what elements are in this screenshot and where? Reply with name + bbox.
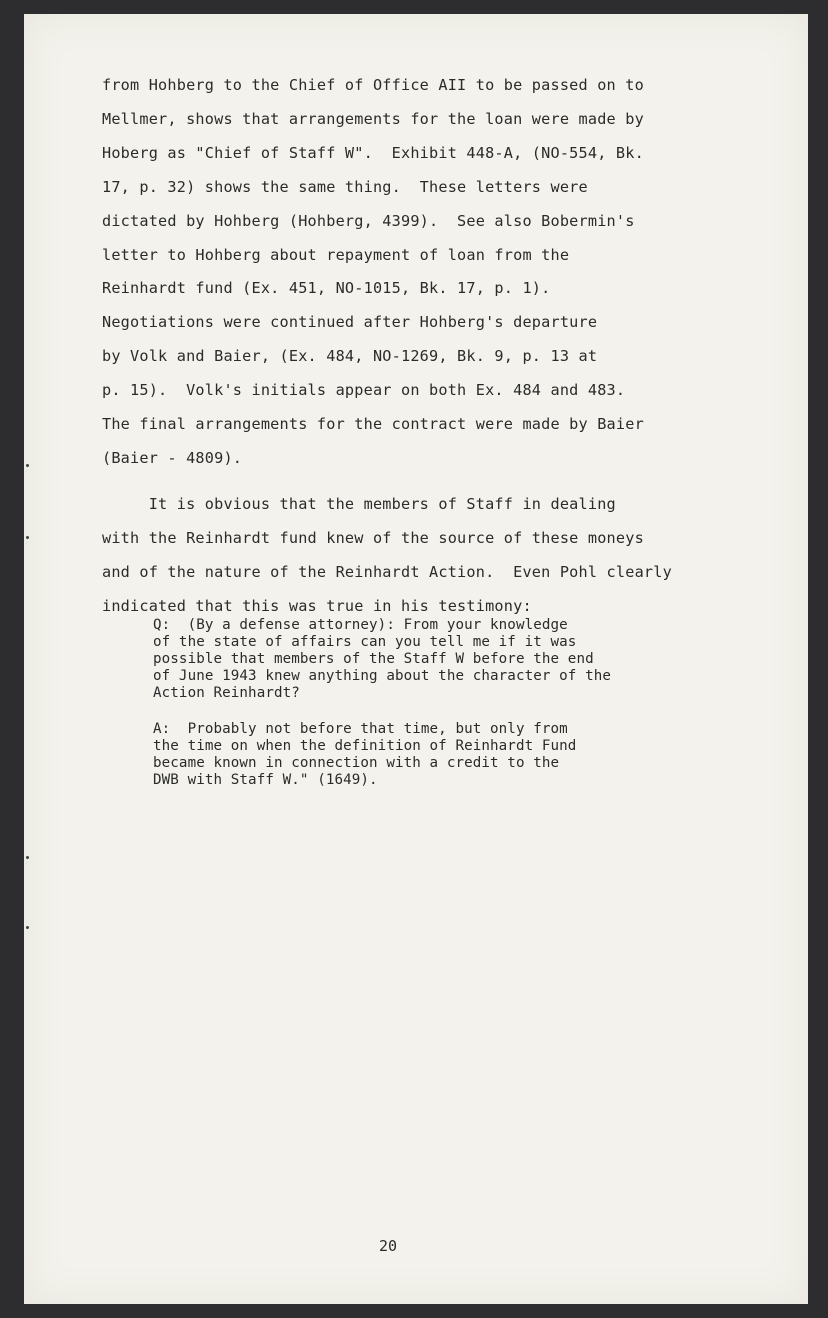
quote-line: became known in connection with a credit to the <box>153 755 560 771</box>
text-line: letter to Hohberg about repayment of loan from the <box>102 245 570 264</box>
quote-line: Action Reinhardt? <box>153 685 300 701</box>
page-number: 20 <box>379 1237 398 1255</box>
margin-dot <box>26 926 29 929</box>
quote-line: Q: (By a defense attorney): From your knowledge <box>153 617 568 633</box>
text-line: p. 15). Volk's initials appear on both Ex. 484 and 483. <box>102 381 626 400</box>
text-line: Reinhardt fund (Ex. 451, NO-1015, Bk. 17, p. 1). <box>102 279 551 298</box>
quote-line: of the state of affairs can you tell me if it was <box>153 634 577 650</box>
text-line: dictated by Hohberg (Hohberg, 4399). See also Bobermin's <box>102 211 635 230</box>
text-line: indicated that this was true in his testimony: <box>102 596 532 615</box>
text-line: 17, p. 32) shows the same thing. These letters were <box>102 177 588 196</box>
quote-line: A: Probably not before that time, but only from <box>153 721 568 737</box>
text-line: and of the nature of the Reinhardt Action. Even Pohl clearly <box>102 562 672 581</box>
margin-dot <box>26 464 29 467</box>
text-line: It is obvious that the members of Staff in dealing <box>102 494 616 513</box>
text-line: The final arrangements for the contract were made by Baier <box>102 415 644 433</box>
quote-line: DWB with Staff W." (1649). <box>153 772 378 788</box>
text-line: with the Reinhardt fund knew of the source of these moneys <box>102 528 644 547</box>
quote-line: the time on when the definition of Reinhardt Fund <box>153 738 577 754</box>
text-line: Negotiations were continued after Hohberg's departure <box>102 313 598 332</box>
quote-line: possible that members of the Staff W before the end <box>153 651 594 667</box>
text-line: by Volk and Baier, (Ex. 484, NO-1269, Bk. 9, p. 13 at <box>102 347 598 366</box>
text-line: Hoberg as "Chief of Staff W". Exhibit 448-A, (NO-554, Bk. <box>102 143 644 162</box>
margin-dot <box>26 536 29 539</box>
text-line: (Baier - 4809). <box>102 448 243 467</box>
quote-line: of June 1943 knew anything about the character of the <box>153 668 612 684</box>
text-line: from Hohberg to the Chief of Office AII to be passed on to <box>102 76 644 94</box>
text-line: Mellmer, shows that arrangements for the loan were made by <box>102 109 644 128</box>
document-page <box>24 14 808 1304</box>
margin-dot <box>26 856 29 859</box>
